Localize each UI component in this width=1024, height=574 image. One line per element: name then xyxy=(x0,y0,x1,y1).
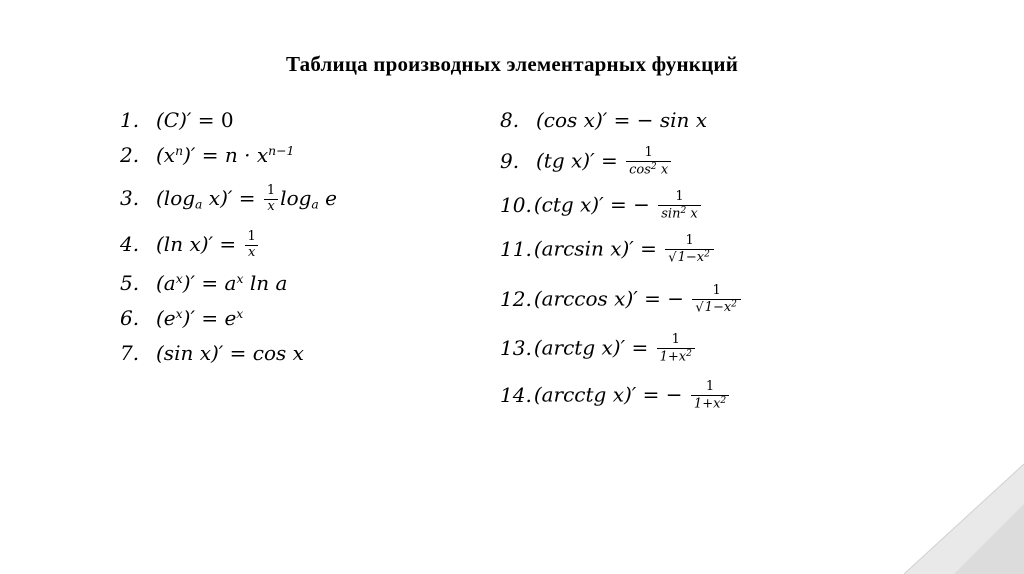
fraction: $\frac{1}{1+x^2}$ xyxy=(691,380,729,412)
formula-number: 9. xyxy=(500,148,520,173)
formula-number: 6. xyxy=(120,306,140,330)
formula-13: 13. (arctg x)′ = $\frac{1}{1+x^2}$ xyxy=(500,333,697,365)
fraction: $\frac{1}{\cos^2 x}$ xyxy=(626,146,671,178)
fraction: $\frac{1}{x}$ xyxy=(264,184,278,215)
corner-decoration xyxy=(874,464,1024,574)
formula-10: 10. (ctg x)′ = − $\frac{1}{\sin^2 x}$ xyxy=(500,190,703,222)
formula-number: 14. xyxy=(500,382,532,407)
formula-number: 13. xyxy=(500,335,532,360)
formula-number: 7. xyxy=(120,341,140,365)
formula-5: 5. $(a^x)' = a^x$ ln a xyxy=(120,271,288,295)
fraction: $\frac{1}{x}$ xyxy=(245,230,259,261)
formula-9: 9. (tg x)′ = $\frac{1}{\cos^2 x}$ xyxy=(500,146,673,178)
formula-4: 4. (ln x)′ = $\frac{1}{x}$ xyxy=(120,230,261,261)
formula-3: 3. ($\log_a$ x)′ = $\frac{1}{x}$ $\log_a e$ xyxy=(120,183,338,214)
fraction: $\frac{1}{√1-x^2}$ xyxy=(665,234,714,266)
page-title: Таблица производных элементарных функций xyxy=(286,52,738,76)
formula-6: 6. $(e^x)' = e^x$ xyxy=(120,306,244,330)
formula-number: 1. xyxy=(120,108,140,132)
formula-12: 12. (arccos x)′ = − $\frac{1}{√1-x^2}$ xyxy=(500,284,743,316)
formula-2: 2. $(x^n)' = n \cdot x^{n-1}$ xyxy=(120,143,295,167)
formula-1: 1. (C)′ = 0 xyxy=(120,108,234,132)
formula-number: 12. xyxy=(500,286,532,311)
fraction: $\frac{1}{\sin^2 x}$ xyxy=(658,190,700,222)
formula-number: 11. xyxy=(500,236,532,261)
formula-number: 5. xyxy=(120,271,140,295)
formula-number: 2. xyxy=(120,143,140,167)
formula-number: 10. xyxy=(500,192,532,217)
formula-7: 7. (sin x)′ = cos x xyxy=(120,341,304,365)
fraction: $\frac{1}{1+x^2}$ xyxy=(657,333,695,365)
formula-11: 11. (arcsin x)′ = $\frac{1}{√1-x^2}$ xyxy=(500,234,716,266)
formula-number: 4. xyxy=(120,231,140,256)
fraction: $\frac{1}{√1-x^2}$ xyxy=(692,284,741,316)
formula-14: 14. (arcctg x)′ = − $\frac{1}{1+x^2}$ xyxy=(500,380,731,412)
formula-8: 8. (cos x)′ = − sin x xyxy=(500,108,708,132)
formula-number: 3. xyxy=(120,185,140,210)
formula-number: 8. xyxy=(500,108,520,132)
